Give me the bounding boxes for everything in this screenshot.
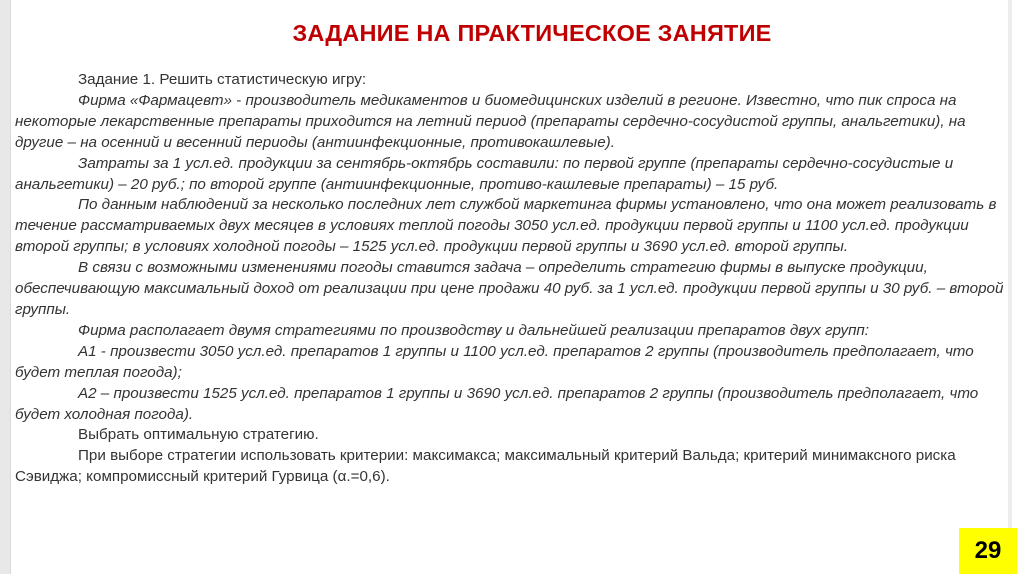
costs-paragraph: Затраты за 1 усл.ед. продукции за сентябрь-октябрь составили: по первой группе (препараты сердечно-сосудистые и анальгетики) – 20 руб.; по второй группе (антиинфекционные, противо-кашлевые препараты) – 15 руб.: [15, 154, 954, 193]
observations-paragraph: По данным наблюдений за несколько последних лет службой маркетинга фирмы установлено, что она может реализовать в течение рассматриваемых двух месяцев в условиях теплой погоды 3050 усл.ед. продукции первой группы и 1100 усл.ед. продукции второй группы; в условиях холодной погоды – 1525 усл.ед. продукции первой группы и 3690 усл.ед. второй группы.: [15, 196, 997, 256]
company-description: Фирма «Фармацевт» - производитель медикаментов и биомедицинских изделий в регионе. Известно, что пик спроса на некоторые лекарственные препараты приходится на летний период (препараты сердечно-сосудистой группы, анальгетики), на другие – на осенний и весенний периоды (антиинфекционные, противокашлевые).: [15, 91, 966, 151]
strategy-a2: А2 – произвести 1525 усл.ед. препаратов 1 группы и 3690 усл.ед. препаратов 2 группы (производитель предполагает, что будет холодная погода).: [15, 384, 979, 423]
left-edge-rule: [0, 0, 11, 574]
strategies-intro: Фирма располагает двумя стратегиями по производству и дальнейшей реализации препаратов двух групп:: [78, 321, 870, 339]
task-body: [15, 70, 1010, 488]
strategy-a1: А1 - произвести 3050 усл.ед. препаратов 1 группы и 1100 усл.ед. препаратов 2 группы (производитель предполагает, что будет теплая погода);: [15, 342, 974, 381]
task-heading: Задание 1. Решить статистическую игру:: [78, 71, 367, 88]
criteria-paragraph: При выборе стратегии использовать критерии: максимакса; максимальный критерий Вальда; критерий минимаксного риска Сэвиджа; компромиссный критерий Гурвица (α.=0,6).: [15, 447, 956, 486]
choose-strategy: Выбрать оптимальную стратегию.: [78, 426, 319, 444]
problem-statement: В связи с возможными изменениями погоды ставится задача – определить стратегию фирмы в выпуске продукции, обеспечивающую максимальный доход от реализации при цене продажи 40 руб. за 1 усл.ед. продукции первой группы и 30 руб. – второй группы.: [15, 259, 1004, 318]
page-number-badge: 29: [959, 528, 1017, 574]
slide-title: ЗАДАНИЕ НА ПРАКТИЧЕСКОЕ ЗАНЯТИЕ: [292, 20, 772, 46]
